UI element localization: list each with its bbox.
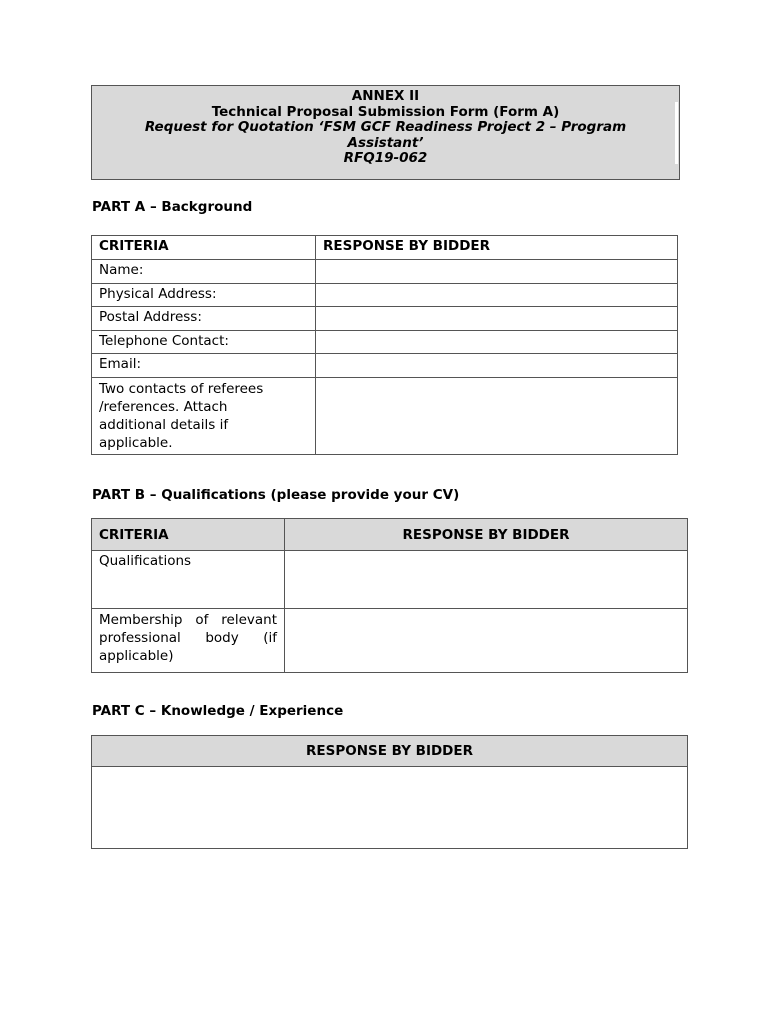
name-response-cell[interactable] (316, 260, 678, 284)
table-row (92, 378, 678, 455)
table-row (92, 609, 688, 673)
telephone-response-cell[interactable] (316, 331, 678, 354)
criteria-qualifications-label: Qualifications (92, 551, 285, 609)
criteria-header: CRITERIA (92, 519, 285, 551)
form-header (91, 85, 680, 180)
table-row (92, 260, 678, 284)
annex-title: ANNEX II (351, 88, 420, 104)
referees-line: Two contacts of referees (99, 381, 264, 397)
referees-line: applicable. (99, 435, 173, 451)
rfq-number: RFQ19-062 (343, 150, 428, 166)
table-header-row (92, 236, 678, 260)
referees-line: additional details if (99, 417, 229, 433)
criteria-header: CRITERIA (92, 236, 316, 260)
table-row (92, 354, 678, 378)
table-header-row (92, 736, 688, 767)
criteria-name-label: Name: (92, 260, 316, 284)
part-c-title: PART C – Knowledge / Experience (92, 703, 344, 719)
referees-line: /references. Attach (99, 399, 228, 415)
table-row (92, 767, 688, 849)
criteria-telephone-label: Telephone Contact: (92, 331, 316, 354)
email-response-cell[interactable] (316, 354, 678, 378)
part-c-table (91, 735, 688, 849)
physical-address-response-cell[interactable] (316, 284, 678, 307)
criteria-postal-address-label: Postal Address: (92, 307, 316, 331)
criteria-membership-label: Membership of relevant professional body (if applicable) (92, 609, 285, 673)
part-a-table (91, 235, 678, 455)
rfq-title-line2: Assistant’ (347, 134, 424, 151)
table-row (92, 284, 678, 307)
referees-response-cell[interactable] (316, 378, 678, 455)
qualifications-response-cell[interactable] (285, 551, 688, 609)
part-a-title: PART A – Background (92, 199, 253, 215)
response-header: RESPONSE BY BIDDER (285, 519, 688, 551)
form-title: Technical Proposal Submission Form (Form A) (211, 103, 560, 120)
criteria-referees-label (92, 378, 316, 455)
table-row (92, 307, 678, 331)
table-row (92, 551, 688, 609)
part-b-table (91, 518, 688, 673)
response-header: RESPONSE BY BIDDER (92, 736, 688, 767)
postal-address-response-cell[interactable] (316, 307, 678, 331)
membership-response-cell[interactable] (285, 609, 688, 673)
rfq-title-line1: Request for Quotation ‘FSM GCF Readiness Project 2 – Program (144, 119, 627, 135)
part-b-title: PART B – Qualifications (please provide your CV) (92, 487, 460, 503)
criteria-physical-address-label: Physical Address: (92, 284, 316, 307)
table-row (92, 331, 678, 354)
criteria-email-label: Email: (92, 354, 316, 378)
knowledge-response-cell[interactable] (92, 767, 688, 849)
table-header-row (92, 519, 688, 551)
response-header: RESPONSE BY BIDDER (316, 236, 678, 260)
